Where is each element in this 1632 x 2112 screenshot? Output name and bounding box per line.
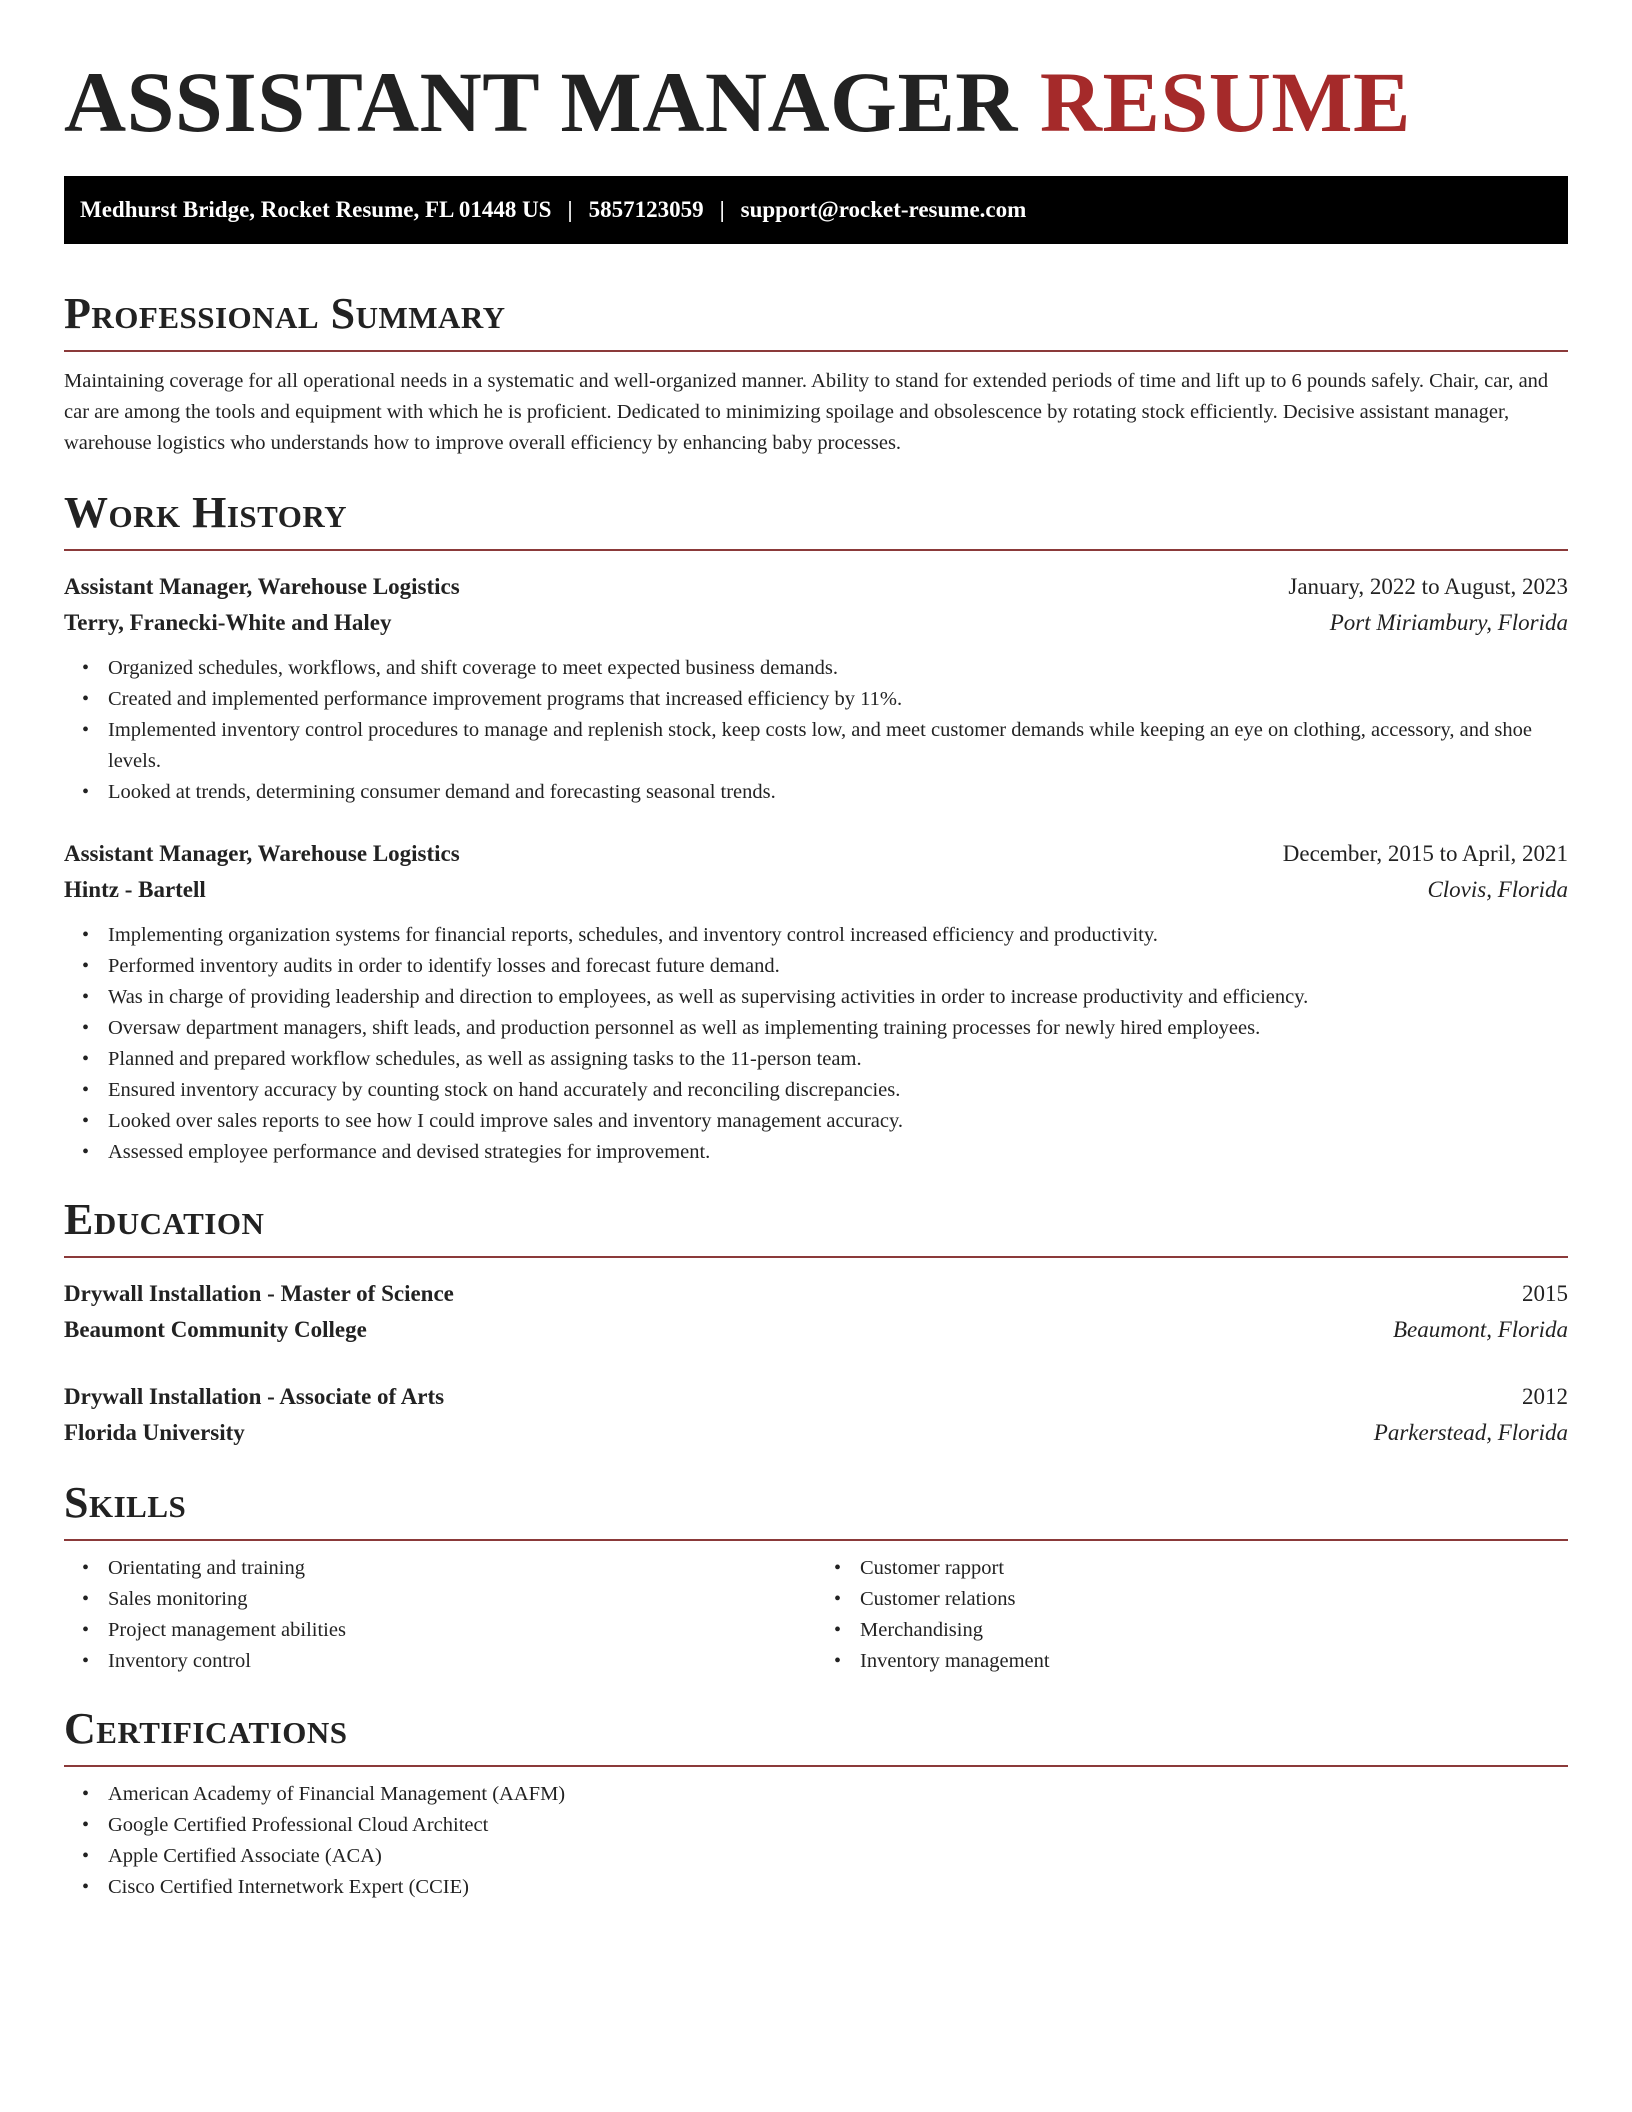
skill-item: • Merchandising	[860, 1615, 1568, 1646]
skills-list-left	[64, 1553, 816, 1677]
skill-item: • Inventory management	[860, 1646, 1568, 1677]
skills-heading: Skills	[64, 1477, 1568, 1541]
work-history-heading: Work History	[64, 487, 1568, 551]
education-school: Florida University	[64, 1420, 245, 1445]
education-year: 2015	[1522, 1281, 1568, 1306]
education-heading: Education	[64, 1194, 1568, 1258]
skills-section	[64, 1477, 1568, 1677]
job-header-row	[64, 836, 1568, 872]
education-location: Beaumont, Florida	[1392, 1317, 1568, 1342]
job-entry	[64, 836, 1568, 1168]
education-section	[64, 1194, 1568, 1451]
contact-address: Medhurst Bridge, Rocket Resume, FL 01448 US	[80, 197, 552, 222]
job-bullet: • Organized schedules, workflows, and shift coverage to meet expected business demands.	[108, 653, 1568, 684]
summary-section	[64, 288, 1568, 459]
title-main: ASSISTANT MANAGER	[64, 54, 1018, 150]
job-title: Assistant Manager, Warehouse Logistics	[64, 841, 460, 866]
education-degree-row	[64, 1276, 1568, 1312]
contact-email: support@rocket-resume.com	[740, 197, 1027, 222]
education-location: Parkerstead, Florida	[1373, 1420, 1568, 1445]
certification-item: • American Academy of Financial Management (AAFM)	[108, 1779, 1568, 1810]
job-company: Hintz - Bartell	[64, 877, 206, 902]
certifications-section	[64, 1703, 1568, 1903]
job-bullet: • Ensured inventory accuracy by counting stock on hand accurately and reconciling discrepancies.	[108, 1075, 1568, 1106]
certification-item: • Google Certified Professional Cloud Architect	[108, 1810, 1568, 1841]
job-bullet: • Implementing organization systems for financial reports, schedules, and inventory control increased efficiency and productivity.	[108, 920, 1568, 951]
job-bullets	[64, 653, 1568, 808]
education-degree: Drywall Installation - Associate of Arts	[64, 1384, 445, 1409]
certification-item: • Apple Certified Associate (ACA)	[108, 1841, 1568, 1872]
education-school-row	[64, 1415, 1568, 1451]
summary-heading: Professional Summary	[64, 288, 1568, 352]
skill-item: • Customer rapport	[860, 1553, 1568, 1584]
job-bullet: • Was in charge of providing leadership and direction to employees, as well as supervising activities in order to increase productivity and efficiency.	[108, 982, 1568, 1013]
contact-phone: 5857123059	[588, 197, 704, 222]
work-history-section	[64, 487, 1568, 1168]
resume-title	[64, 52, 1568, 152]
job-company-row	[64, 872, 1568, 908]
title-accent: RESUME	[1039, 54, 1411, 150]
contact-separator: |	[719, 197, 725, 222]
job-company-row	[64, 605, 1568, 641]
job-bullet: • Looked at trends, determining consumer demand and forecasting seasonal trends.	[108, 777, 1568, 808]
job-dates: January, 2022 to August, 2023	[1288, 574, 1568, 599]
job-bullet: • Assessed employee performance and devised strategies for improvement.	[108, 1137, 1568, 1168]
skill-item: • Inventory control	[108, 1646, 816, 1677]
education-school-row	[64, 1312, 1568, 1348]
job-bullet: • Looked over sales reports to see how I could improve sales and inventory management accuracy.	[108, 1106, 1568, 1137]
job-bullet: • Implemented inventory control procedures to manage and replenish stock, keep costs low, and meet customer demands while keeping an eye on clothing, accessory, and shoe levels.	[108, 715, 1568, 777]
job-title: Assistant Manager, Warehouse Logistics	[64, 574, 460, 599]
certification-item: • Cisco Certified Internetwork Expert (CCIE)	[108, 1872, 1568, 1903]
summary-text: Maintaining coverage for all operational needs in a systematic and well-organized manner. Ability to stand for extended periods of time and lift up to 6 pounds safely. Chair, car, and car are among the tools and equipment with which he is proficient. Dedicated to minimizing spoilage and obsolescence by rotating stock efficiently. Decisive assistant manager, warehouse logistics who understands how to improve overall efficiency by enhancing baby processes.	[64, 370, 1549, 454]
job-bullet: • Created and implemented performance improvement programs that increased efficiency by 11%.	[108, 684, 1568, 715]
job-location: Port Miriambury, Florida	[1329, 610, 1568, 635]
education-degree: Drywall Installation - Master of Science	[64, 1281, 454, 1306]
job-bullet: • Oversaw department managers, shift leads, and production personnel as well as implementing training processes for newly hired employees.	[108, 1013, 1568, 1044]
job-company: Terry, Franecki-White and Haley	[64, 610, 392, 635]
education-degree-row	[64, 1379, 1568, 1415]
education-year: 2012	[1522, 1384, 1568, 1409]
education-entry	[64, 1379, 1568, 1451]
education-entry	[64, 1276, 1568, 1348]
certifications-list	[64, 1779, 1568, 1903]
certifications-heading: Certifications	[64, 1703, 1568, 1767]
contact-separator: |	[567, 197, 573, 222]
job-bullets	[64, 920, 1568, 1168]
job-dates: December, 2015 to April, 2021	[1282, 841, 1568, 866]
job-entry	[64, 569, 1568, 808]
skill-item: • Customer relations	[860, 1584, 1568, 1615]
job-location: Clovis, Florida	[1427, 877, 1568, 902]
skill-item: • Sales monitoring	[108, 1584, 816, 1615]
skills-grid	[64, 1553, 1568, 1677]
skill-item: • Project management abilities	[108, 1615, 816, 1646]
skills-list-right	[816, 1553, 1568, 1677]
education-school: Beaumont Community College	[64, 1317, 367, 1342]
job-bullet: • Performed inventory audits in order to identify losses and forecast future demand.	[108, 951, 1568, 982]
job-bullet: • Planned and prepared workflow schedules, as well as assigning tasks to the 11-person team.	[108, 1044, 1568, 1075]
job-header-row	[64, 569, 1568, 605]
skill-item: • Orientating and training	[108, 1553, 816, 1584]
contact-bar	[64, 176, 1568, 244]
